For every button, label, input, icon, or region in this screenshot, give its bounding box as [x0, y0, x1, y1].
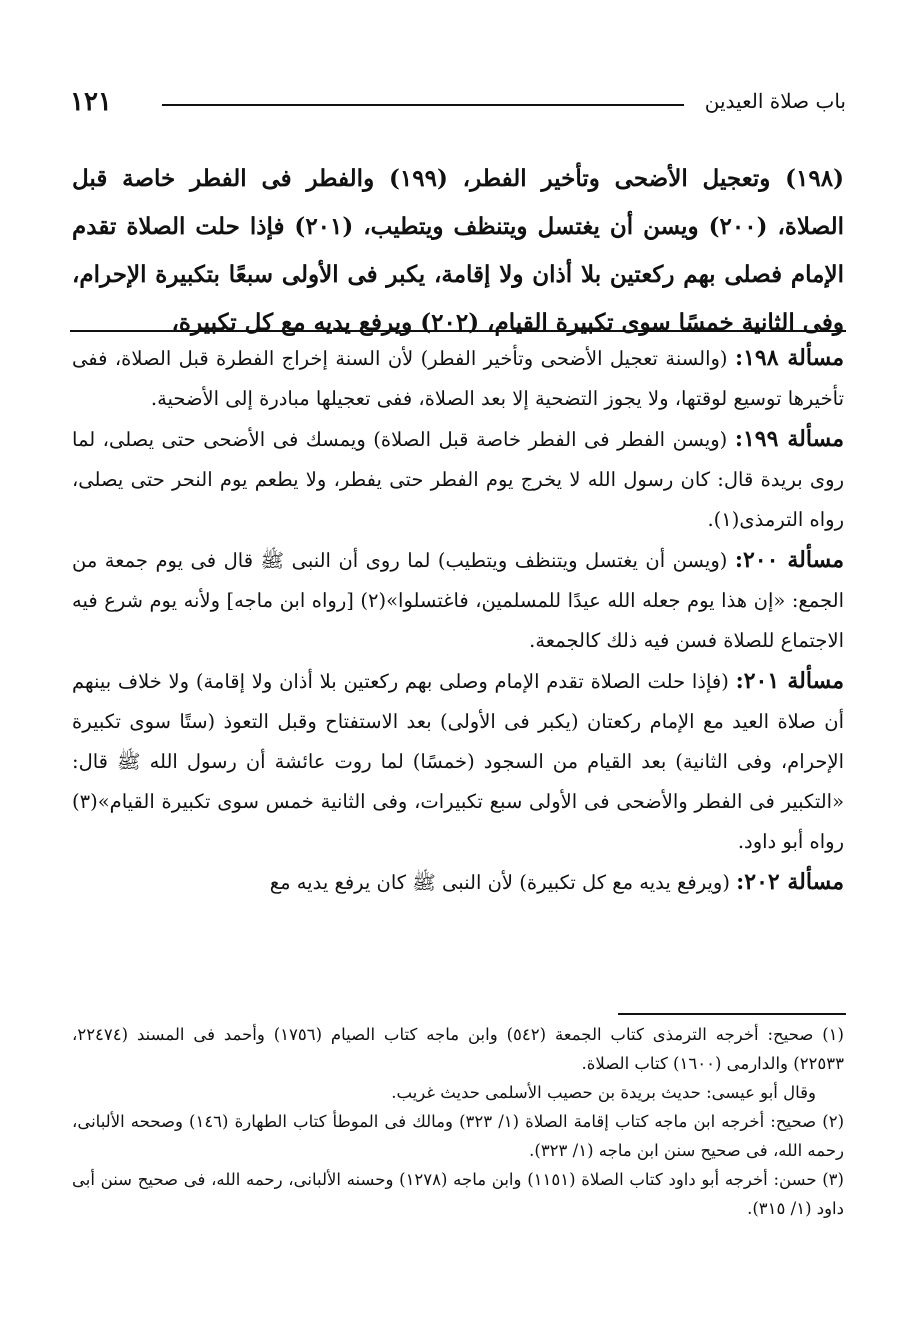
masala-198 [72, 338, 844, 419]
masala-text: (والسنة تعجيل الأضحى وتأخير الفطر) لأن السنة إخراج الفطرة قبل الصلاة، ففى تأخيرها توسيع لوقتها، ولا يجوز التضحية إلا بعد الصلاة، ففى تعجيلها مبادرة إلى الأضحية. [72, 347, 844, 410]
masala-heading: مسألة ٢٠٠: [734, 547, 844, 573]
masala-201 [72, 661, 844, 862]
masala-text: (ويسن الفطر فى الفطر خاصة قبل الصلاة) ويمسك فى الأضحى حتى يصلى، لما روى بريدة قال: كان رسول الله لا يخرج يوم الفطر حتى يفطر، ولا يطعم يوم النحر حتى يصلى، رواه الترمذى(١). [72, 428, 844, 531]
footnotes [72, 1020, 844, 1223]
chapter-title: باب صلاة العيدين [704, 89, 846, 113]
masala-200 [72, 540, 844, 661]
masala-202 [72, 862, 844, 903]
footnote-3: (٣) حسن: أخرجه أبو داود كتاب الصلاة (١١٥١) وابن ماجه (١٢٧٨) وحسنه الألبانى، رحمه الله، فى صحيح سنن أبى داود (١/ ٣١٥). [72, 1170, 844, 1218]
masala-text: (ويرفع يديه مع كل تكبيرة) لأن النبى ﷺ كان يرفع يديه مع [269, 871, 737, 894]
matn-text: (١٩٨) وتعجيل الأضحى وتأخير الفطر، (١٩٩) والفطر فى الفطر خاصة قبل الصلاة، (٢٠٠) ويسن أن يغتسل ويتنظف ويتطيب، (٢٠١) فإذا حلت الصلاة تقدم الإمام فصلى بهم ركعتين بلا أذان ولا إقامة، يكبر فى الأولى سبعًا بتكبيرة الإحرام، وفى الثانية خمسًا سوى تكبيرة القيام، (٢٠٢) ويرفع يديه مع كل تكبيرة، [72, 165, 844, 336]
masala-heading: مسألة ١٩٨: [734, 345, 844, 371]
header-rule [162, 104, 684, 106]
masala-text: (ويسن أن يغتسل ويتنظف ويتطيب) لما روى أن النبى ﷺ قال فى يوم جمعة من الجمع: «إن هذا يوم جعله الله عيدًا للمسلمين، فاغتسلوا»(٢) [رواه ابن ماجه] ولأنه يوم شرع فيه الاجتماع للصلاة فسن فيه ذلك كالجمعة. [72, 549, 844, 652]
masala-199 [72, 419, 844, 540]
footnote-2: (٢) صحيح: أخرجه ابن ماجه كتاب إقامة الصلاة (١/ ٣٢٣) ومالك فى الموطأ كتاب الطهارة (١٤٦) وصححه الألبانى، رحمه الله، فى صحيح سنن ابن ماجه (١/ ٣٢٣). [72, 1112, 844, 1160]
commentary [72, 338, 844, 903]
masala-heading: مسألة ٢٠٢: [736, 869, 844, 895]
footnote-rule [618, 1013, 846, 1015]
page-number: ١٢١ [70, 87, 112, 117]
footnote-1: (١) صحيح: أخرجه الترمذى كتاب الجمعة (٥٤٢) وابن ماجه كتاب الصيام (١٧٥٦) وأحمد فى المسند (٢٢٤٧٤، ٢٢٥٣٣) والدارمى (١٦٠٠) كتاب الصلاة. [72, 1025, 844, 1073]
masala-heading: مسألة ٢٠١: [735, 668, 844, 694]
masala-heading: مسألة ١٩٩: [734, 426, 844, 452]
section-divider [70, 330, 846, 332]
running-head [70, 86, 846, 126]
footnote-1-note: وقال أبو عيسى: حديث بريدة بن حصيب الأسلمى حديث غريب. [391, 1083, 816, 1102]
masala-text: (فإذا حلت الصلاة تقدم الإمام وصلى بهم ركعتين بلا أذان ولا إقامة) ولا خلاف بينهم أن صلاة العيد مع الإمام ركعتان (يكبر فى الأولى) بعد الاستفتاح وقبل التعوذ (ستًا سوى تكبيرة الإحرام، وفى الثانية) بعد القيام من السجود (خمسًا) لما روت عائشة أن رسول الله ﷺ قال: «التكبير فى الفطر والأضحى فى الأولى سبع تكبيرات، وفى الثانية خمس سوى تكبيرة القيام»(٣) رواه أبو داود. [72, 670, 845, 853]
